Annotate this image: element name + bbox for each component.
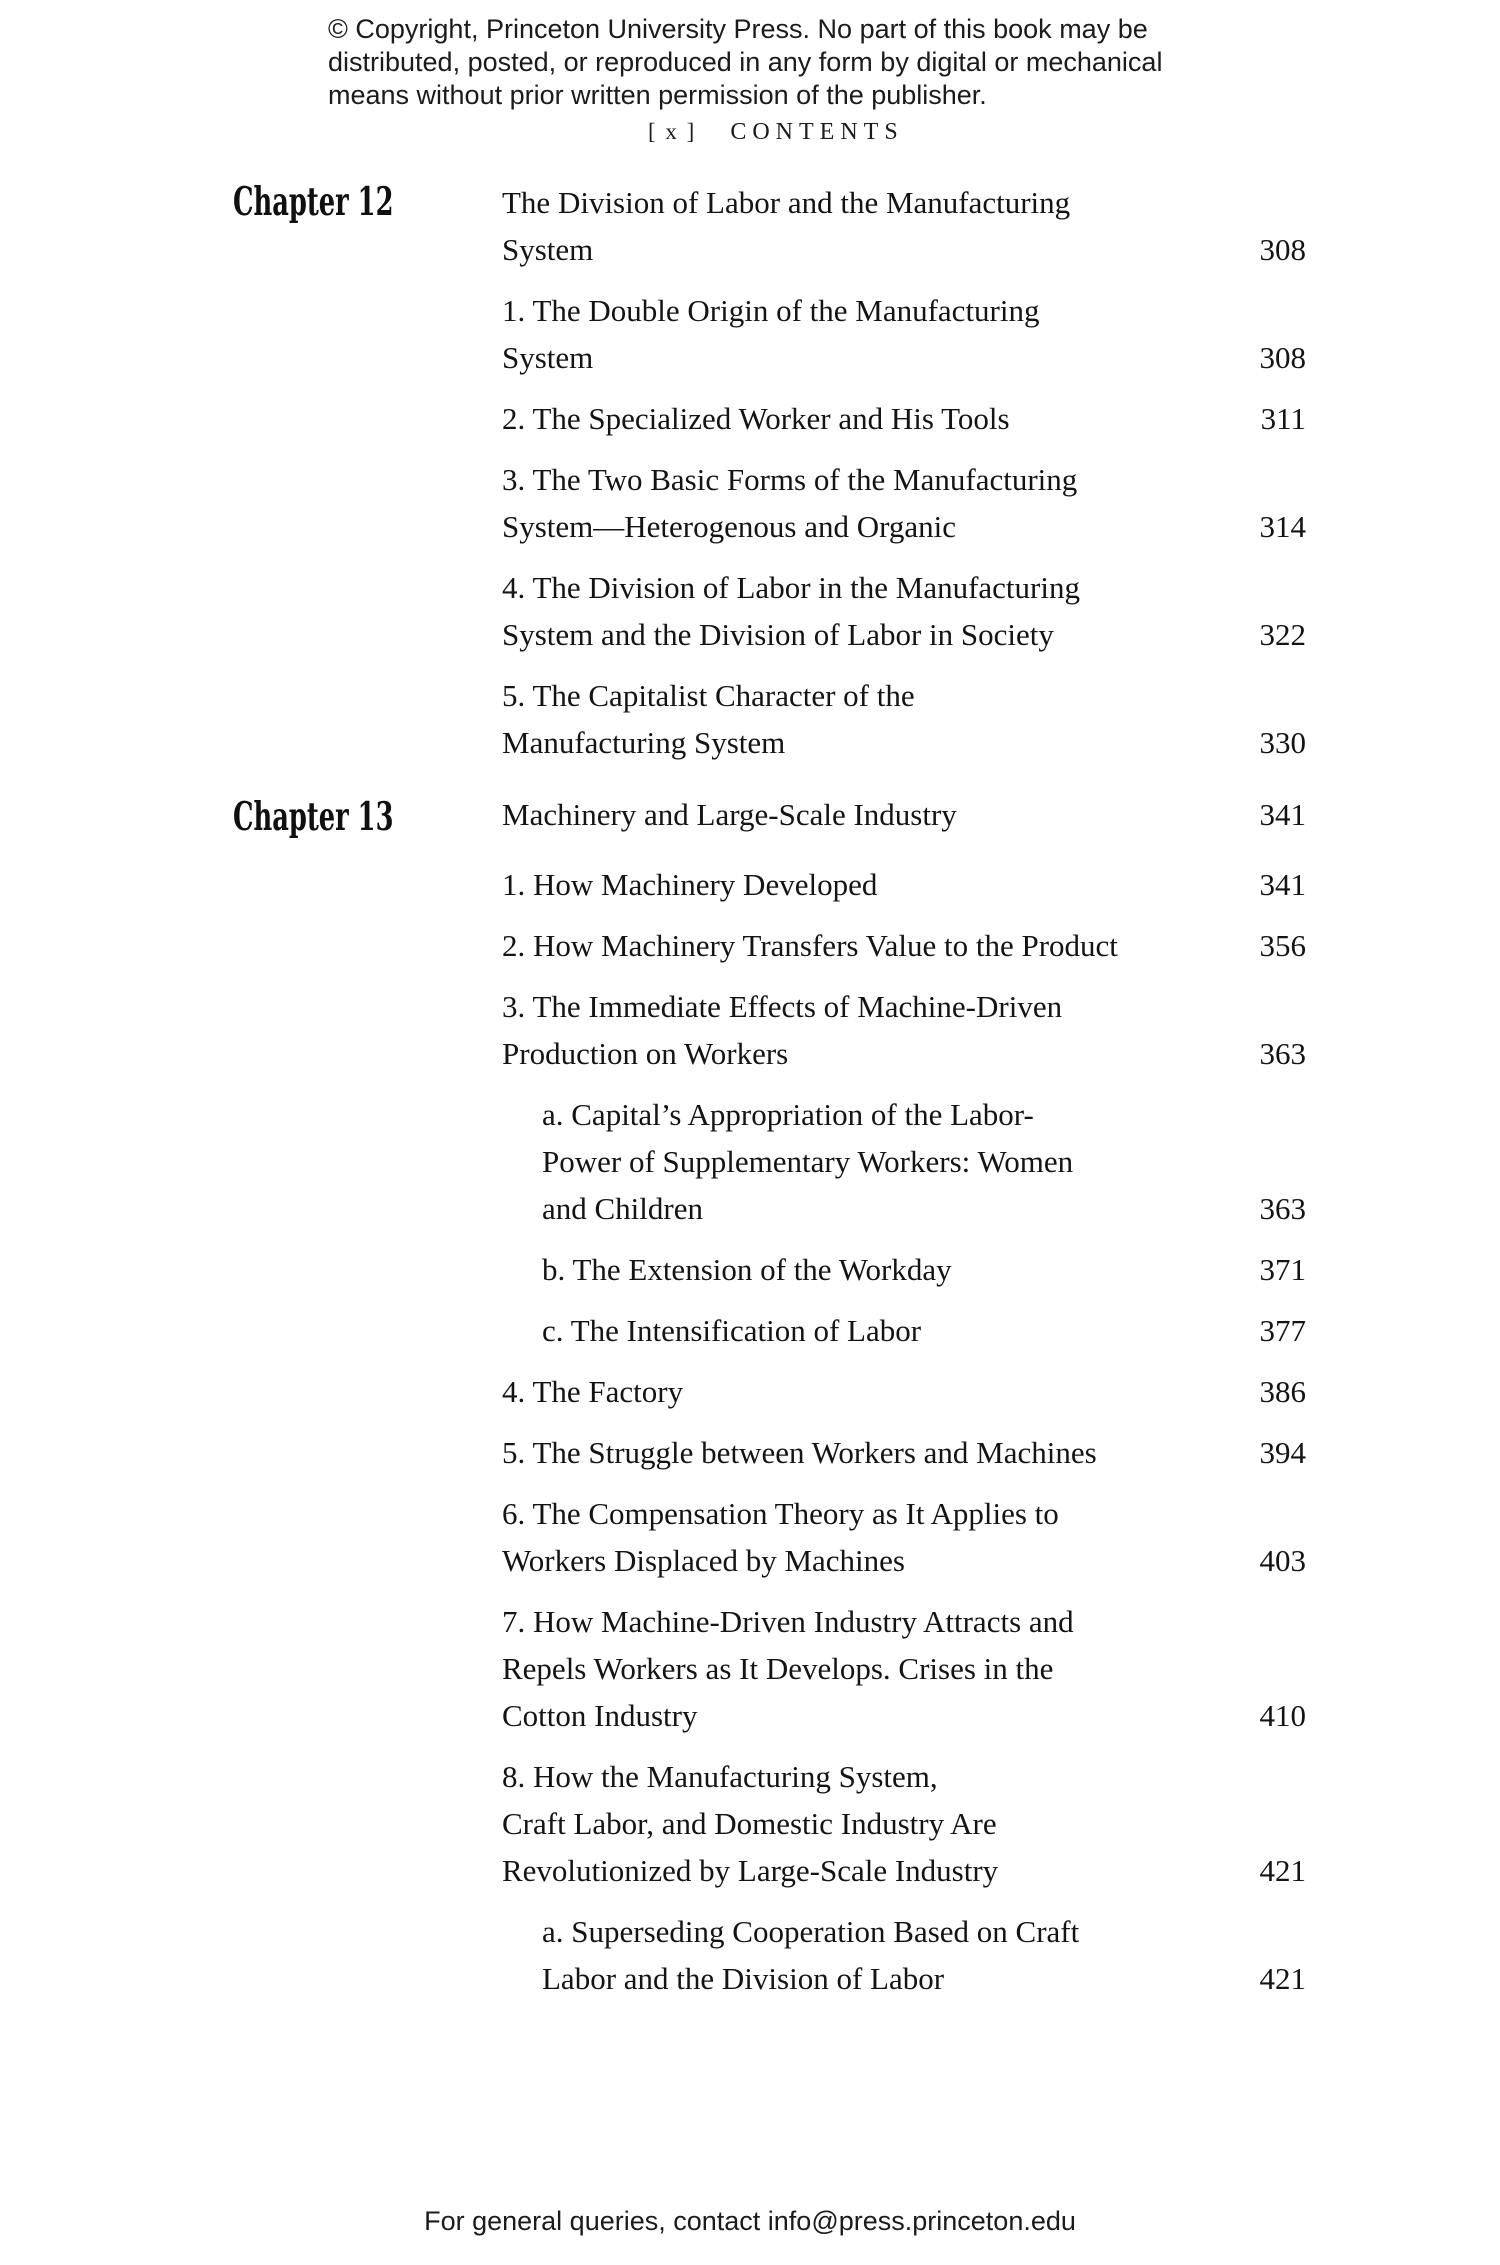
toc-entry-line: b. The Extension of the Workday: [542, 1252, 952, 1287]
toc-entry-title: [502, 564, 1232, 658]
toc-page-number: 356: [1259, 928, 1306, 963]
toc-entry-line: 3. The Immediate Effects of Machine-Driven: [502, 989, 1063, 1024]
toc-entry-line: Craft Labor, and Domestic Industry Are: [502, 1806, 997, 1841]
toc-entry-line: Repels Workers as It Develops. Crises in the: [502, 1651, 1054, 1686]
toc-page-number: 386: [1259, 1374, 1306, 1409]
toc-entry-line: and Children: [542, 1191, 703, 1226]
toc-entry-title: [502, 861, 1232, 908]
toc-page-number: 421: [1259, 1961, 1306, 1996]
toc-entry-row: [502, 1368, 1306, 1415]
toc-page-number: 341: [1259, 867, 1306, 902]
toc-entry-title: [502, 1908, 1232, 2002]
toc-entry-title: [502, 1307, 1232, 1354]
toc-entry-line: Power of Supplementary Workers: Women: [542, 1144, 1074, 1179]
toc-page-number: 341: [1259, 797, 1306, 832]
toc-entry-row: [502, 1908, 1306, 2002]
footer-queries-line: For general queries, contact info@press.princeton.edu: [424, 2206, 1076, 2236]
toc-entry-row: [502, 861, 1306, 908]
toc-entry-row: [502, 1753, 1306, 1894]
toc-entry-line: System: [502, 232, 594, 267]
toc-entry-row: [502, 1490, 1306, 1584]
toc-page-number: 314: [1259, 509, 1306, 544]
toc-entry-row: [502, 564, 1306, 658]
toc-entry-line: System—Heterogenous and Organic: [502, 509, 956, 544]
toc-page-number: 410: [1259, 1698, 1306, 1733]
toc-entry-title: [502, 1753, 1232, 1894]
toc-entry-row: [502, 456, 1306, 550]
toc-page-number: 377: [1259, 1313, 1306, 1348]
toc-entry-line: System and the Division of Labor in Society: [502, 617, 1054, 652]
toc-page-number: 394: [1259, 1435, 1306, 1470]
toc-entry-line: a. Superseding Cooperation Based on Craft: [542, 1914, 1080, 1949]
copyright-line: means without prior written permission of the publisher.: [328, 80, 987, 110]
toc-entry-title: [502, 1246, 1232, 1293]
chapter-13-label: Chapter 13: [233, 794, 394, 840]
toc-entry-row: [502, 1598, 1306, 1739]
toc-entry-line: Cotton Industry: [502, 1698, 698, 1733]
toc-entry-line: Machinery and Large-Scale Industry: [502, 797, 957, 832]
toc-page-number: 308: [1259, 232, 1306, 267]
toc-entry-row: [502, 395, 1306, 442]
toc-entry-line: 5. The Struggle between Workers and Machines: [502, 1435, 1097, 1470]
toc-entry-line: Workers Displaced by Machines: [502, 1543, 905, 1578]
chapter-12-label: Chapter 12: [233, 179, 394, 225]
toc-entry-line: System: [502, 340, 594, 375]
toc-entry-line: 4. The Factory: [502, 1374, 684, 1409]
copyright-line: © Copyright, Princeton University Press. No part of this book may be: [328, 14, 1148, 44]
toc-entry-line: The Division of Labor and the Manufacturing: [502, 185, 1071, 220]
toc-page-number: 421: [1259, 1853, 1306, 1888]
toc-entry-row: [502, 672, 1306, 766]
toc-page-number: 403: [1259, 1543, 1306, 1578]
toc-entry-line: 5. The Capitalist Character of the: [502, 678, 915, 713]
toc-entry-title: [502, 1429, 1232, 1476]
toc-entry-title: [502, 1091, 1232, 1232]
toc-entry-line: Production on Workers: [502, 1036, 789, 1071]
toc-entry-title: [502, 179, 1232, 273]
toc-entry-title: [502, 456, 1232, 550]
toc-entry-title: [502, 922, 1232, 969]
toc-entry-title: [502, 791, 1232, 838]
toc-entry-line: 7. How Machine-Driven Industry Attracts and: [502, 1604, 1074, 1639]
toc-entry-line: 8. How the Manufacturing System,: [502, 1759, 938, 1794]
toc-entry-line: Revolutionized by Large-Scale Industry: [502, 1853, 999, 1888]
toc-entry-row: [502, 1429, 1306, 1476]
toc-entry-row: [502, 1091, 1306, 1232]
copyright-line: distributed, posted, or reproduced in any form by digital or mechanical: [328, 47, 1163, 77]
toc-page-number: 363: [1259, 1191, 1306, 1226]
toc-entry-line: Manufacturing System: [502, 725, 786, 760]
toc-entry-line: 2. The Specialized Worker and His Tools: [502, 401, 1010, 436]
toc-entry-line: 2. How Machinery Transfers Value to the Product: [502, 928, 1118, 963]
toc-entry-title: [502, 1490, 1232, 1584]
toc-entry-line: c. The Intensification of Labor: [542, 1313, 922, 1348]
toc-entry-line: Labor and the Division of Labor: [542, 1961, 945, 1996]
toc-page-number: 311: [1260, 401, 1306, 436]
toc-entry-row: [502, 983, 1306, 1077]
toc-entry-line: 4. The Division of Labor in the Manufacturing: [502, 570, 1080, 605]
toc-entry-title: [502, 1368, 1232, 1415]
toc-entry-title: [502, 672, 1232, 766]
toc-page-number: 330: [1259, 725, 1306, 760]
toc-entry-row: [502, 1246, 1306, 1293]
toc-entry-line: 1. How Machinery Developed: [502, 867, 878, 902]
toc-entry-line: 6. The Compensation Theory as It Applies to: [502, 1496, 1059, 1531]
toc-entry-row: [502, 1307, 1306, 1354]
toc-entry-title: [502, 1598, 1232, 1739]
toc-entry-title: [502, 287, 1232, 381]
toc-entry-line: a. Capital’s Appropriation of the Labor-: [542, 1097, 1034, 1132]
page-folio: [ x ]: [648, 119, 697, 144]
toc-entry-title: [502, 395, 1232, 442]
toc-page-number: 322: [1259, 617, 1306, 652]
toc-entry-line: 1. The Double Origin of the Manufacturing: [502, 293, 1040, 328]
toc-page-number: 363: [1259, 1036, 1306, 1071]
toc-chapter-title-row: [502, 791, 1306, 838]
toc-entry-row: [502, 922, 1306, 969]
running-head: [648, 119, 904, 145]
toc-page-number: 371: [1259, 1252, 1306, 1287]
toc-page-number: 308: [1259, 340, 1306, 375]
toc-entry-row: [502, 287, 1306, 381]
toc-entry-title: [502, 983, 1232, 1077]
toc-entry-line: 3. The Two Basic Forms of the Manufacturing: [502, 462, 1078, 497]
toc-chapter-title-row: [502, 179, 1306, 273]
table-of-contents: [502, 179, 1306, 2002]
contents-heading: CONTENTS: [730, 119, 904, 145]
copyright-notice: [328, 13, 1162, 112]
